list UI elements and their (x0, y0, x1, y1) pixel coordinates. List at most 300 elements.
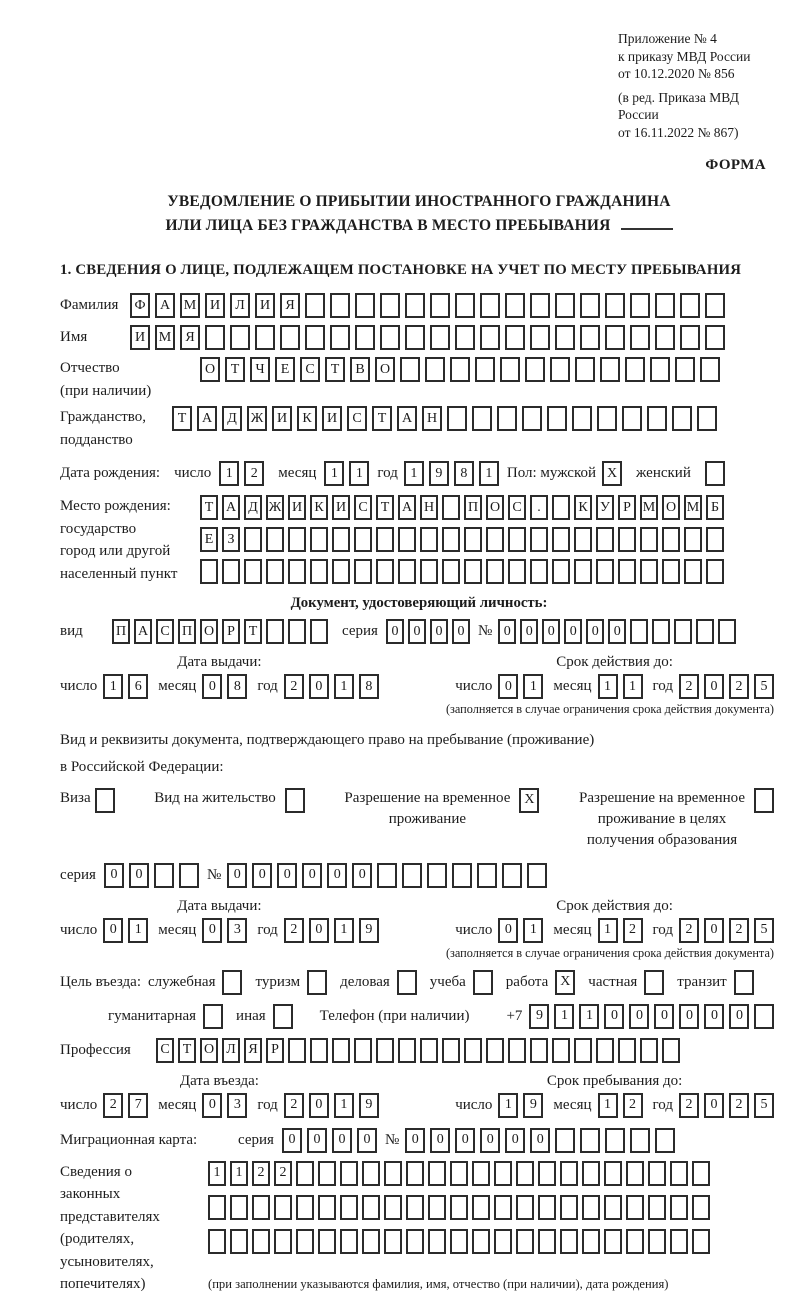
char-box[interactable]: 2 (679, 918, 699, 943)
char-box[interactable]: М (155, 325, 175, 350)
char-box[interactable] (582, 1161, 600, 1186)
char-box[interactable] (355, 293, 375, 318)
char-box[interactable]: Е (200, 527, 218, 552)
char-box[interactable]: Т (376, 495, 394, 520)
char-box[interactable] (377, 863, 397, 888)
char-box[interactable]: 0 (629, 1004, 649, 1029)
char-box[interactable]: Р (618, 495, 636, 520)
char-box[interactable]: Т (372, 406, 392, 431)
char-box[interactable] (655, 293, 675, 318)
purpose-turizm-checkbox[interactable] (307, 970, 327, 995)
char-box[interactable]: И (130, 325, 150, 350)
char-box[interactable] (400, 357, 420, 382)
char-box[interactable]: М (684, 495, 702, 520)
char-box[interactable]: С (347, 406, 367, 431)
char-box[interactable]: 2 (103, 1093, 123, 1118)
char-box[interactable] (552, 495, 570, 520)
char-box[interactable] (494, 1229, 512, 1254)
char-box[interactable]: Н (422, 406, 442, 431)
char-box[interactable] (288, 527, 306, 552)
char-box[interactable]: 1 (324, 461, 344, 486)
char-box[interactable]: 1 (230, 1161, 248, 1186)
char-box[interactable]: 9 (523, 1093, 543, 1118)
char-box[interactable] (538, 1195, 556, 1220)
char-box[interactable] (600, 357, 620, 382)
char-box[interactable] (208, 1195, 226, 1220)
char-box[interactable]: Р (222, 619, 240, 644)
char-box[interactable] (662, 1038, 680, 1063)
char-box[interactable] (680, 293, 700, 318)
char-box[interactable]: 9 (429, 461, 449, 486)
char-box[interactable] (428, 1161, 446, 1186)
char-box[interactable]: А (155, 293, 175, 318)
char-box[interactable]: 1 (219, 461, 239, 486)
char-box[interactable] (604, 1229, 622, 1254)
char-box[interactable] (530, 527, 548, 552)
char-box[interactable]: 0 (309, 1093, 329, 1118)
char-box[interactable] (494, 1195, 512, 1220)
char-box[interactable] (442, 495, 460, 520)
char-box[interactable] (655, 325, 675, 350)
char-box[interactable]: 1 (523, 674, 543, 699)
char-box[interactable]: Я (180, 325, 200, 350)
char-box[interactable]: Л (222, 1038, 240, 1063)
char-box[interactable] (505, 325, 525, 350)
char-box[interactable] (597, 406, 617, 431)
char-box[interactable]: 1 (498, 1093, 518, 1118)
char-box[interactable] (555, 325, 575, 350)
char-box[interactable] (604, 1195, 622, 1220)
char-box[interactable]: А (134, 619, 152, 644)
char-box[interactable] (508, 527, 526, 552)
char-box[interactable] (640, 1038, 658, 1063)
char-box[interactable] (420, 1038, 438, 1063)
char-box[interactable] (560, 1195, 578, 1220)
char-box[interactable]: Т (325, 357, 345, 382)
char-box[interactable] (648, 1229, 666, 1254)
char-box[interactable] (626, 1161, 644, 1186)
char-box[interactable] (647, 406, 667, 431)
char-box[interactable] (230, 1229, 248, 1254)
char-box[interactable] (605, 325, 625, 350)
char-box[interactable] (648, 1161, 666, 1186)
char-box[interactable]: 0 (430, 619, 448, 644)
char-box[interactable] (596, 1038, 614, 1063)
char-box[interactable]: Ж (266, 495, 284, 520)
char-box[interactable] (622, 406, 642, 431)
char-box[interactable] (502, 863, 522, 888)
char-box[interactable]: 0 (357, 1128, 377, 1153)
char-box[interactable]: М (640, 495, 658, 520)
char-box[interactable]: 0 (452, 619, 470, 644)
char-box[interactable] (376, 1038, 394, 1063)
char-box[interactable]: Е (275, 357, 295, 382)
char-box[interactable] (472, 406, 492, 431)
char-box[interactable] (530, 1038, 548, 1063)
char-box[interactable]: 1 (334, 674, 354, 699)
char-box[interactable]: 0 (103, 918, 123, 943)
char-box[interactable]: 0 (498, 918, 518, 943)
char-box[interactable] (538, 1229, 556, 1254)
char-box[interactable] (355, 325, 375, 350)
char-box[interactable] (596, 559, 614, 584)
char-box[interactable] (376, 527, 394, 552)
char-box[interactable] (477, 863, 497, 888)
char-box[interactable]: 2 (274, 1161, 292, 1186)
char-box[interactable] (680, 325, 700, 350)
char-box[interactable]: 8 (359, 674, 379, 699)
char-box[interactable]: 3 (227, 918, 247, 943)
char-box[interactable]: 0 (520, 619, 538, 644)
char-box[interactable] (274, 1195, 292, 1220)
char-box[interactable] (552, 527, 570, 552)
char-box[interactable]: Т (200, 495, 218, 520)
char-box[interactable] (296, 1161, 314, 1186)
char-box[interactable] (480, 325, 500, 350)
char-box[interactable] (705, 293, 725, 318)
char-box[interactable] (384, 1195, 402, 1220)
char-box[interactable]: 0 (586, 619, 604, 644)
char-box[interactable] (455, 293, 475, 318)
char-box[interactable]: Ф (130, 293, 150, 318)
char-box[interactable] (296, 1229, 314, 1254)
char-box[interactable] (670, 1161, 688, 1186)
char-box[interactable] (179, 863, 199, 888)
char-box[interactable]: 0 (202, 1093, 222, 1118)
char-box[interactable]: 0 (704, 1004, 724, 1029)
char-box[interactable]: 1 (554, 1004, 574, 1029)
char-box[interactable]: 0 (309, 674, 329, 699)
purpose-sluzhebnaya-checkbox[interactable] (222, 970, 242, 995)
char-box[interactable] (555, 1128, 575, 1153)
char-box[interactable] (500, 357, 520, 382)
char-box[interactable]: О (375, 357, 395, 382)
char-box[interactable] (447, 406, 467, 431)
char-box[interactable]: 2 (252, 1161, 270, 1186)
char-box[interactable] (692, 1195, 710, 1220)
char-box[interactable] (475, 357, 495, 382)
char-box[interactable]: О (486, 495, 504, 520)
char-box[interactable] (200, 559, 218, 584)
char-box[interactable] (494, 1161, 512, 1186)
char-box[interactable] (596, 527, 614, 552)
char-box[interactable] (310, 527, 328, 552)
char-box[interactable]: Ч (250, 357, 270, 382)
char-box[interactable]: О (662, 495, 680, 520)
char-box[interactable]: 0 (386, 619, 404, 644)
char-box[interactable] (538, 1161, 556, 1186)
char-box[interactable]: 3 (227, 1093, 247, 1118)
char-box[interactable]: 1 (208, 1161, 226, 1186)
char-box[interactable]: 0 (408, 619, 426, 644)
char-box[interactable] (662, 527, 680, 552)
char-box[interactable]: Я (280, 293, 300, 318)
char-box[interactable]: 2 (729, 674, 749, 699)
char-box[interactable] (574, 1038, 592, 1063)
char-box[interactable]: 0 (277, 863, 297, 888)
char-box[interactable] (398, 559, 416, 584)
char-box[interactable]: И (255, 293, 275, 318)
char-box[interactable] (630, 325, 650, 350)
char-box[interactable]: 8 (454, 461, 474, 486)
char-box[interactable]: 6 (128, 674, 148, 699)
char-box[interactable] (472, 1195, 490, 1220)
char-box[interactable]: П (112, 619, 130, 644)
char-box[interactable] (640, 527, 658, 552)
char-box[interactable]: 0 (455, 1128, 475, 1153)
char-box[interactable]: 0 (530, 1128, 550, 1153)
char-box[interactable]: С (354, 495, 372, 520)
char-box[interactable] (530, 293, 550, 318)
char-box[interactable]: Т (244, 619, 262, 644)
char-box[interactable] (332, 527, 350, 552)
char-box[interactable]: 2 (729, 918, 749, 943)
char-box[interactable] (547, 406, 567, 431)
char-box[interactable]: О (200, 1038, 218, 1063)
char-box[interactable]: 0 (352, 863, 372, 888)
char-box[interactable] (402, 863, 422, 888)
purpose-rabota-checkbox[interactable]: X (555, 970, 575, 995)
char-box[interactable]: Т (178, 1038, 196, 1063)
char-box[interactable] (706, 527, 724, 552)
char-box[interactable] (550, 357, 570, 382)
char-box[interactable] (718, 619, 736, 644)
char-box[interactable] (560, 1229, 578, 1254)
char-box[interactable] (340, 1229, 358, 1254)
char-box[interactable]: 1 (598, 918, 618, 943)
char-box[interactable] (625, 357, 645, 382)
char-box[interactable] (362, 1161, 380, 1186)
char-box[interactable] (406, 1195, 424, 1220)
char-box[interactable] (280, 325, 300, 350)
char-box[interactable]: 0 (704, 1093, 724, 1118)
gender-female-checkbox[interactable] (705, 461, 725, 486)
temp-permit-checkbox[interactable]: X (519, 788, 539, 813)
char-box[interactable]: О (200, 357, 220, 382)
char-box[interactable] (310, 559, 328, 584)
char-box[interactable] (266, 619, 284, 644)
char-box[interactable] (505, 293, 525, 318)
char-box[interactable]: П (178, 619, 196, 644)
char-box[interactable] (208, 1229, 226, 1254)
char-box[interactable]: 1 (523, 918, 543, 943)
char-box[interactable]: 1 (334, 918, 354, 943)
char-box[interactable] (430, 325, 450, 350)
char-box[interactable]: 5 (754, 1093, 774, 1118)
char-box[interactable] (552, 1038, 570, 1063)
char-box[interactable]: К (297, 406, 317, 431)
char-box[interactable] (574, 559, 592, 584)
char-box[interactable] (705, 325, 725, 350)
char-box[interactable] (630, 1128, 650, 1153)
char-box[interactable]: 1 (623, 674, 643, 699)
char-box[interactable] (230, 325, 250, 350)
char-box[interactable]: 1 (334, 1093, 354, 1118)
char-box[interactable] (305, 293, 325, 318)
char-box[interactable]: Б (706, 495, 724, 520)
char-box[interactable] (318, 1195, 336, 1220)
char-box[interactable] (670, 1229, 688, 1254)
char-box[interactable]: . (530, 495, 548, 520)
char-box[interactable] (318, 1161, 336, 1186)
char-box[interactable] (684, 559, 702, 584)
char-box[interactable] (222, 559, 240, 584)
char-box[interactable] (464, 1038, 482, 1063)
char-box[interactable]: И (332, 495, 350, 520)
purpose-chastnaya-checkbox[interactable] (644, 970, 664, 995)
char-box[interactable]: 1 (128, 918, 148, 943)
char-box[interactable] (310, 1038, 328, 1063)
char-box[interactable]: И (272, 406, 292, 431)
char-box[interactable]: 1 (103, 674, 123, 699)
char-box[interactable] (288, 1038, 306, 1063)
char-box[interactable] (696, 619, 714, 644)
char-box[interactable] (450, 1229, 468, 1254)
char-box[interactable] (340, 1161, 358, 1186)
char-box[interactable]: 0 (282, 1128, 302, 1153)
char-box[interactable]: 2 (679, 674, 699, 699)
char-box[interactable]: 0 (564, 619, 582, 644)
char-box[interactable] (380, 325, 400, 350)
char-box[interactable] (648, 1195, 666, 1220)
char-box[interactable] (464, 527, 482, 552)
char-box[interactable] (486, 527, 504, 552)
char-box[interactable] (362, 1195, 380, 1220)
char-box[interactable]: К (310, 495, 328, 520)
char-box[interactable]: 0 (104, 863, 124, 888)
char-box[interactable] (450, 357, 470, 382)
char-box[interactable] (560, 1161, 578, 1186)
char-box[interactable]: Я (244, 1038, 262, 1063)
char-box[interactable] (244, 559, 262, 584)
char-box[interactable] (430, 293, 450, 318)
char-box[interactable] (274, 1229, 292, 1254)
char-box[interactable]: М (180, 293, 200, 318)
char-box[interactable] (252, 1229, 270, 1254)
char-box[interactable]: 0 (129, 863, 149, 888)
char-box[interactable] (555, 293, 575, 318)
char-box[interactable] (154, 863, 174, 888)
purpose-delovaya-checkbox[interactable] (397, 970, 417, 995)
char-box[interactable] (384, 1161, 402, 1186)
char-box[interactable] (472, 1161, 490, 1186)
char-box[interactable] (252, 1195, 270, 1220)
char-box[interactable]: Т (225, 357, 245, 382)
char-box[interactable]: 0 (332, 1128, 352, 1153)
char-box[interactable] (420, 559, 438, 584)
char-box[interactable] (406, 1229, 424, 1254)
char-box[interactable]: 9 (359, 1093, 379, 1118)
char-box[interactable] (354, 527, 372, 552)
char-box[interactable]: Д (222, 406, 242, 431)
char-box[interactable]: 0 (202, 674, 222, 699)
char-box[interactable] (497, 406, 517, 431)
char-box[interactable] (527, 863, 547, 888)
char-box[interactable] (230, 1195, 248, 1220)
char-box[interactable] (675, 357, 695, 382)
char-box[interactable]: 0 (498, 619, 516, 644)
char-box[interactable]: Д (244, 495, 262, 520)
char-box[interactable] (398, 527, 416, 552)
char-box[interactable] (692, 1161, 710, 1186)
char-box[interactable]: С (300, 357, 320, 382)
char-box[interactable] (442, 559, 460, 584)
char-box[interactable]: 1 (404, 461, 424, 486)
char-box[interactable] (354, 1038, 372, 1063)
char-box[interactable]: 0 (227, 863, 247, 888)
purpose-ucheba-checkbox[interactable] (473, 970, 493, 995)
char-box[interactable]: Т (172, 406, 192, 431)
char-box[interactable] (450, 1195, 468, 1220)
char-box[interactable]: 0 (405, 1128, 425, 1153)
char-box[interactable] (318, 1229, 336, 1254)
char-box[interactable] (330, 325, 350, 350)
char-box[interactable] (486, 1038, 504, 1063)
char-box[interactable] (516, 1229, 534, 1254)
char-box[interactable]: 0 (498, 674, 518, 699)
char-box[interactable] (630, 293, 650, 318)
char-box[interactable]: 0 (729, 1004, 749, 1029)
char-box[interactable] (684, 527, 702, 552)
char-box[interactable]: 1 (479, 461, 499, 486)
char-box[interactable] (296, 1195, 314, 1220)
char-box[interactable] (516, 1161, 534, 1186)
char-box[interactable]: 2 (284, 918, 304, 943)
char-box[interactable]: И (205, 293, 225, 318)
char-box[interactable] (575, 357, 595, 382)
char-box[interactable] (618, 527, 636, 552)
char-box[interactable] (580, 293, 600, 318)
residence-permit-checkbox[interactable] (285, 788, 305, 813)
char-box[interactable] (618, 1038, 636, 1063)
char-box[interactable] (486, 559, 504, 584)
char-box[interactable] (255, 325, 275, 350)
char-box[interactable] (525, 357, 545, 382)
char-box[interactable] (442, 1038, 460, 1063)
char-box[interactable] (754, 1004, 774, 1029)
char-box[interactable]: А (398, 495, 416, 520)
char-box[interactable] (580, 1128, 600, 1153)
char-box[interactable] (582, 1229, 600, 1254)
char-box[interactable] (244, 527, 262, 552)
char-box[interactable] (464, 559, 482, 584)
char-box[interactable]: 0 (327, 863, 347, 888)
char-box[interactable]: 0 (202, 918, 222, 943)
char-box[interactable]: 2 (284, 1093, 304, 1118)
char-box[interactable]: 2 (729, 1093, 749, 1118)
char-box[interactable] (288, 619, 306, 644)
char-box[interactable]: 0 (480, 1128, 500, 1153)
char-box[interactable]: 0 (307, 1128, 327, 1153)
char-box[interactable]: 2 (623, 918, 643, 943)
char-box[interactable] (706, 559, 724, 584)
char-box[interactable]: 0 (505, 1128, 525, 1153)
char-box[interactable]: 8 (227, 674, 247, 699)
char-box[interactable] (450, 1161, 468, 1186)
char-box[interactable] (288, 559, 306, 584)
char-box[interactable]: 7 (128, 1093, 148, 1118)
char-box[interactable] (605, 1128, 625, 1153)
char-box[interactable] (580, 325, 600, 350)
char-box[interactable] (406, 1161, 424, 1186)
char-box[interactable]: З (222, 527, 240, 552)
char-box[interactable] (618, 559, 636, 584)
char-box[interactable] (552, 559, 570, 584)
char-box[interactable] (340, 1195, 358, 1220)
char-box[interactable]: У (596, 495, 614, 520)
char-box[interactable] (674, 619, 692, 644)
char-box[interactable] (640, 559, 658, 584)
